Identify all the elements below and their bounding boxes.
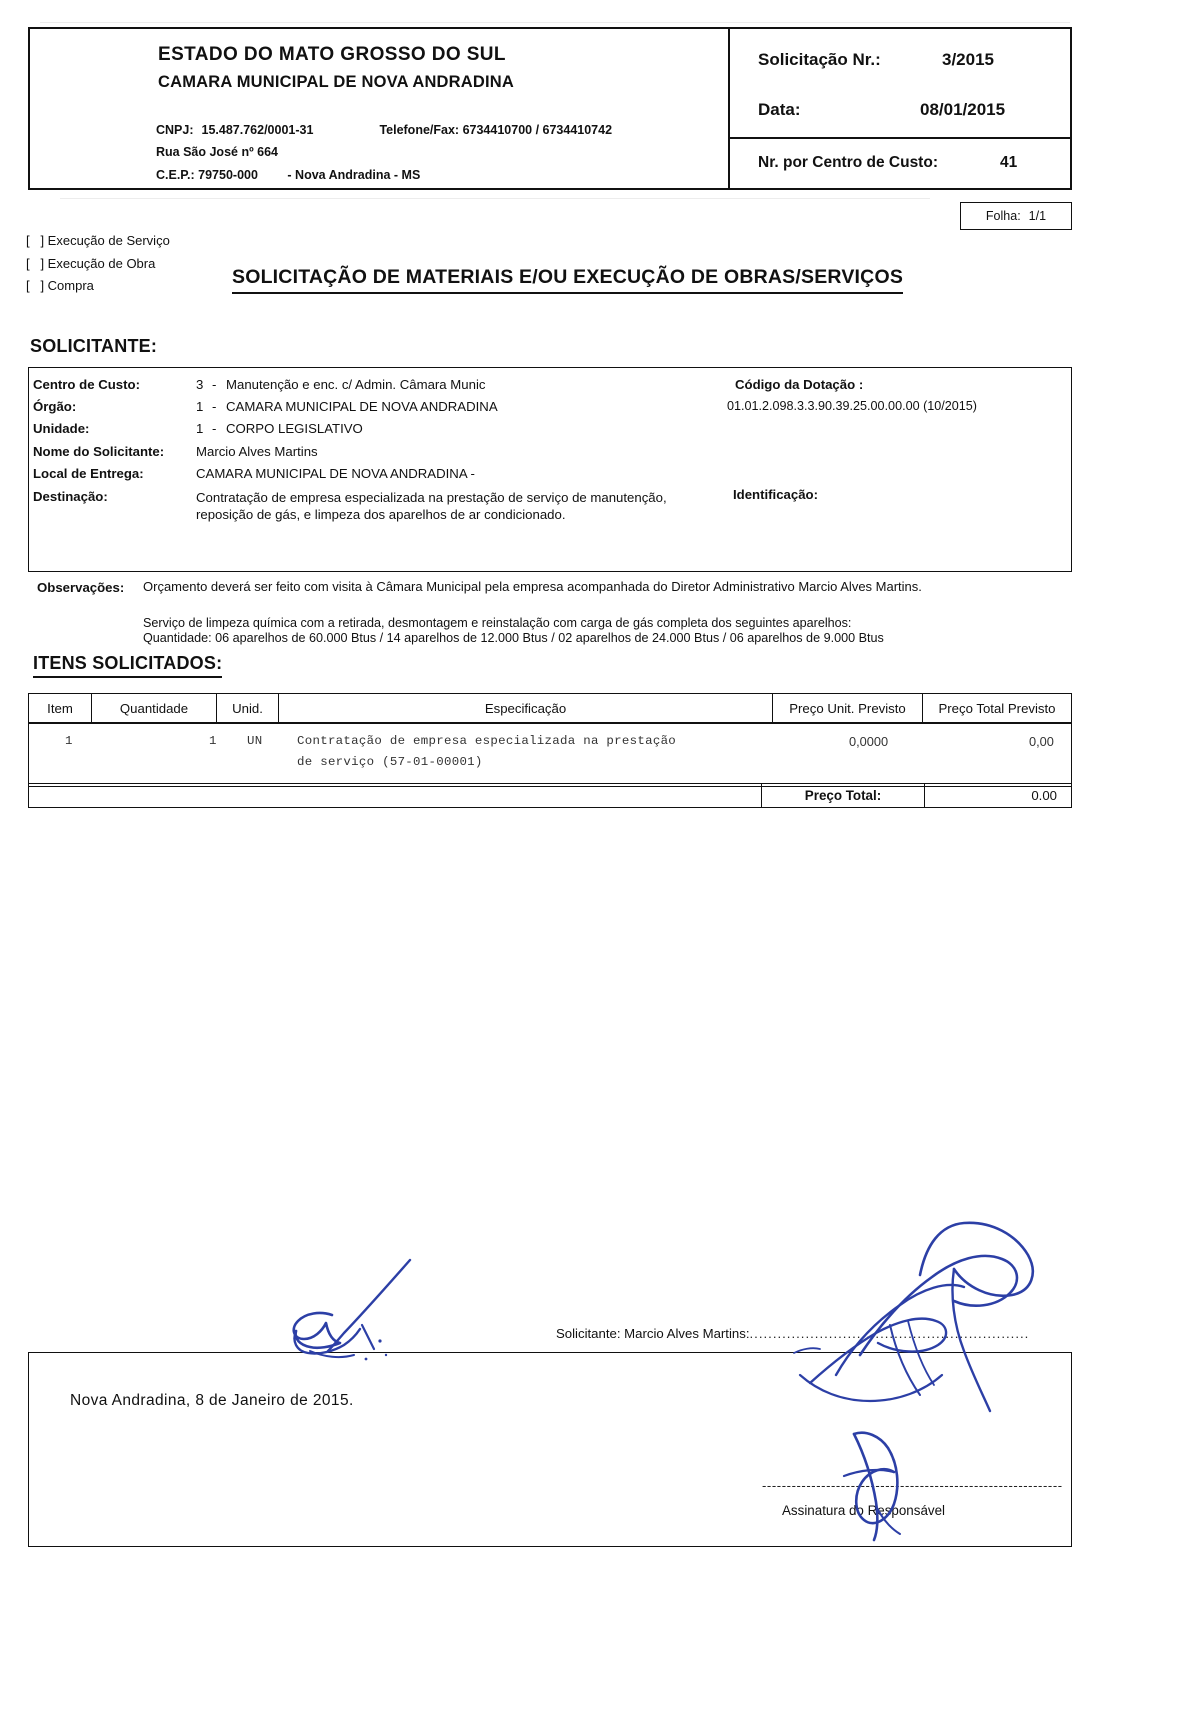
org-city: - Nova Andradina - MS	[287, 168, 421, 182]
observacoes-line3: Quantidade: 06 aparelhos de 60.000 Btus / 14 aparelhos de 12.000 Btus / 02 aparelhos de 24.000 Btus / 06 aparelhos de 9.000 Btus	[143, 631, 884, 645]
cell-preco-unitario: 0,0000	[849, 734, 889, 749]
field-value-orgao: CAMARA MUNICIPAL DE NOVA ANDRADINA	[226, 399, 498, 414]
sheet-number-box	[960, 202, 1072, 230]
cell-preco-total: 0,00	[1029, 734, 1054, 749]
table-row	[29, 724, 1071, 786]
document-header	[28, 27, 1072, 190]
checkbox-execucao-obra[interactable]: [ ] Execução de Obra	[26, 255, 156, 271]
table-header-row	[29, 694, 1071, 724]
dotacao-value: 01.01.2.098.3.3.90.39.25.00.00.00 (10/2015)	[727, 399, 977, 413]
org-council-name: CAMARA MUNICIPAL DE NOVA ANDRADINA	[158, 73, 515, 91]
observacoes-line1: Orçamento deverá ser feito com visita à Câmara Municipal pela empresa acompanhada do Diretor Administrativo Marcio Alves Martins.	[143, 579, 922, 594]
org-address: Rua São José nº 664	[156, 145, 278, 159]
cell-quantidade: 1	[209, 734, 217, 748]
checkbox-execucao-servico[interactable]: [ ] Execução de Serviço	[26, 233, 170, 248]
solicitante-signature-dots: ............................................................	[749, 1326, 1030, 1341]
column-header-unidade: Unid.	[217, 694, 279, 722]
column-header-preco-unit: Preço Unit. Previsto	[773, 694, 923, 722]
field-dash-centro-de-custo: -	[212, 377, 217, 392]
itens-section-title: ITENS SOLICITADOS:	[33, 653, 222, 678]
items-table	[28, 693, 1072, 787]
cep-row	[156, 168, 420, 182]
observacoes-line2: Serviço de limpeza química com a retirada, desmontagem e reinstalação com carga de gás completa dos seguintes aparelhos:	[143, 616, 852, 630]
column-header-item: Item	[29, 694, 92, 722]
field-value-nome-solicitante: Marcio Alves Martins	[196, 444, 318, 459]
cost-center-count-value: 41	[1000, 154, 1018, 171]
city-date-line: Nova Andradina, 8 de Janeiro de 2015.	[70, 1392, 354, 1409]
phone-value: 6734410700 / 6734410742	[462, 123, 613, 137]
field-label-centro-de-custo: Centro de Custo:	[33, 377, 140, 392]
cost-center-count-label: Nr. por Centro de Custo:	[758, 154, 938, 171]
responsavel-signature-label: Assinatura do Responsável	[782, 1503, 946, 1518]
cell-especificacao-line2: de serviço (57-01-00001)	[297, 755, 483, 769]
total-spacer	[29, 784, 762, 807]
header-request-top	[730, 29, 1070, 139]
request-date-label: Data:	[758, 100, 801, 119]
header-request-block	[730, 29, 1070, 188]
header-organization-block	[30, 29, 730, 188]
page-title: SOLICITAÇÃO DE MATERIAIS E/OU EXECUÇÃO DE OBRAS/SERVIÇOS	[232, 266, 903, 294]
total-label: Preço Total:	[762, 784, 925, 807]
observacoes-label: Observações:	[37, 580, 125, 595]
field-number-unidade: 1	[196, 421, 204, 436]
field-label-unidade: Unidade:	[33, 421, 90, 436]
cnpj-label: CNPJ:	[156, 123, 194, 137]
field-number-centro-de-custo: 3	[196, 377, 204, 392]
responsavel-signature-dots: -------------------------------------------------------------	[762, 1478, 1063, 1493]
checkbox-compra[interactable]: [ ] Compra	[26, 278, 94, 293]
cep-label: C.E.P.:	[156, 168, 195, 182]
solicitante-box	[28, 367, 1072, 572]
field-number-orgao: 1	[196, 399, 204, 414]
column-header-preco-total: Preço Total Previsto	[938, 700, 1056, 716]
cnpj-row	[156, 123, 612, 137]
header-costcenter-row	[730, 139, 1070, 188]
request-type-checkbox-group	[26, 230, 170, 298]
field-value-destinacao-line1: Contratação de empresa especializada na prestação de serviço de manutenção,	[196, 490, 667, 505]
field-dash-unidade: -	[212, 421, 217, 436]
field-dash-orgao: -	[212, 399, 217, 414]
field-label-destinacao: Destinação:	[33, 489, 108, 504]
scan-artifact	[60, 198, 930, 199]
dotacao-label: Código da Dotação :	[735, 377, 864, 392]
field-value-unidade: CORPO LEGISLATIVO	[226, 421, 363, 436]
cep-value: 79750-000	[198, 168, 258, 182]
sheet-label: Folha:	[985, 209, 1021, 223]
solicitante-signature-label: Solicitante: Marcio Alves Martins:	[556, 1326, 750, 1341]
field-value-local-entrega: CAMARA MUNICIPAL DE NOVA ANDRADINA -	[196, 466, 475, 481]
field-label-orgao: Órgão:	[33, 399, 77, 414]
total-value: 0.00	[1031, 788, 1057, 803]
solicitante-signature-line	[556, 1326, 1029, 1341]
request-date-value: 08/01/2015	[920, 100, 1006, 119]
scan-artifact	[40, 22, 1070, 23]
solicitante-section-title: SOLICITANTE:	[30, 336, 158, 356]
table-total-row	[28, 783, 1072, 808]
identificacao-label: Identificação:	[733, 487, 819, 502]
org-state-name: ESTADO DO MATO GROSSO DO SUL	[158, 44, 506, 65]
field-label-local-entrega: Local de Entrega:	[33, 466, 144, 481]
request-number-value: 3/2015	[942, 50, 994, 69]
field-label-nome-solicitante: Nome do Solicitante:	[33, 444, 165, 459]
cnpj-value: 15.487.762/0001-31	[201, 123, 314, 137]
field-value-centro-de-custo: Manutenção e enc. c/ Admin. Câmara Munic	[226, 377, 486, 392]
cell-item: 1	[65, 734, 73, 748]
sheet-value: 1/1	[1028, 209, 1047, 223]
column-header-quantidade: Quantidade	[92, 694, 217, 722]
field-value-destinacao-line2: reposição de gás, e limpeza dos aparelhos de ar condicionado.	[196, 507, 566, 522]
column-header-especificacao: Especificação	[279, 694, 773, 722]
request-number-label: Solicitação Nr.:	[758, 50, 881, 69]
cell-unidade: UN	[247, 734, 263, 748]
cell-especificacao-line1: Contratação de empresa especializada na prestação	[297, 734, 677, 748]
phone-label: Telefone/Fax:	[379, 123, 460, 137]
